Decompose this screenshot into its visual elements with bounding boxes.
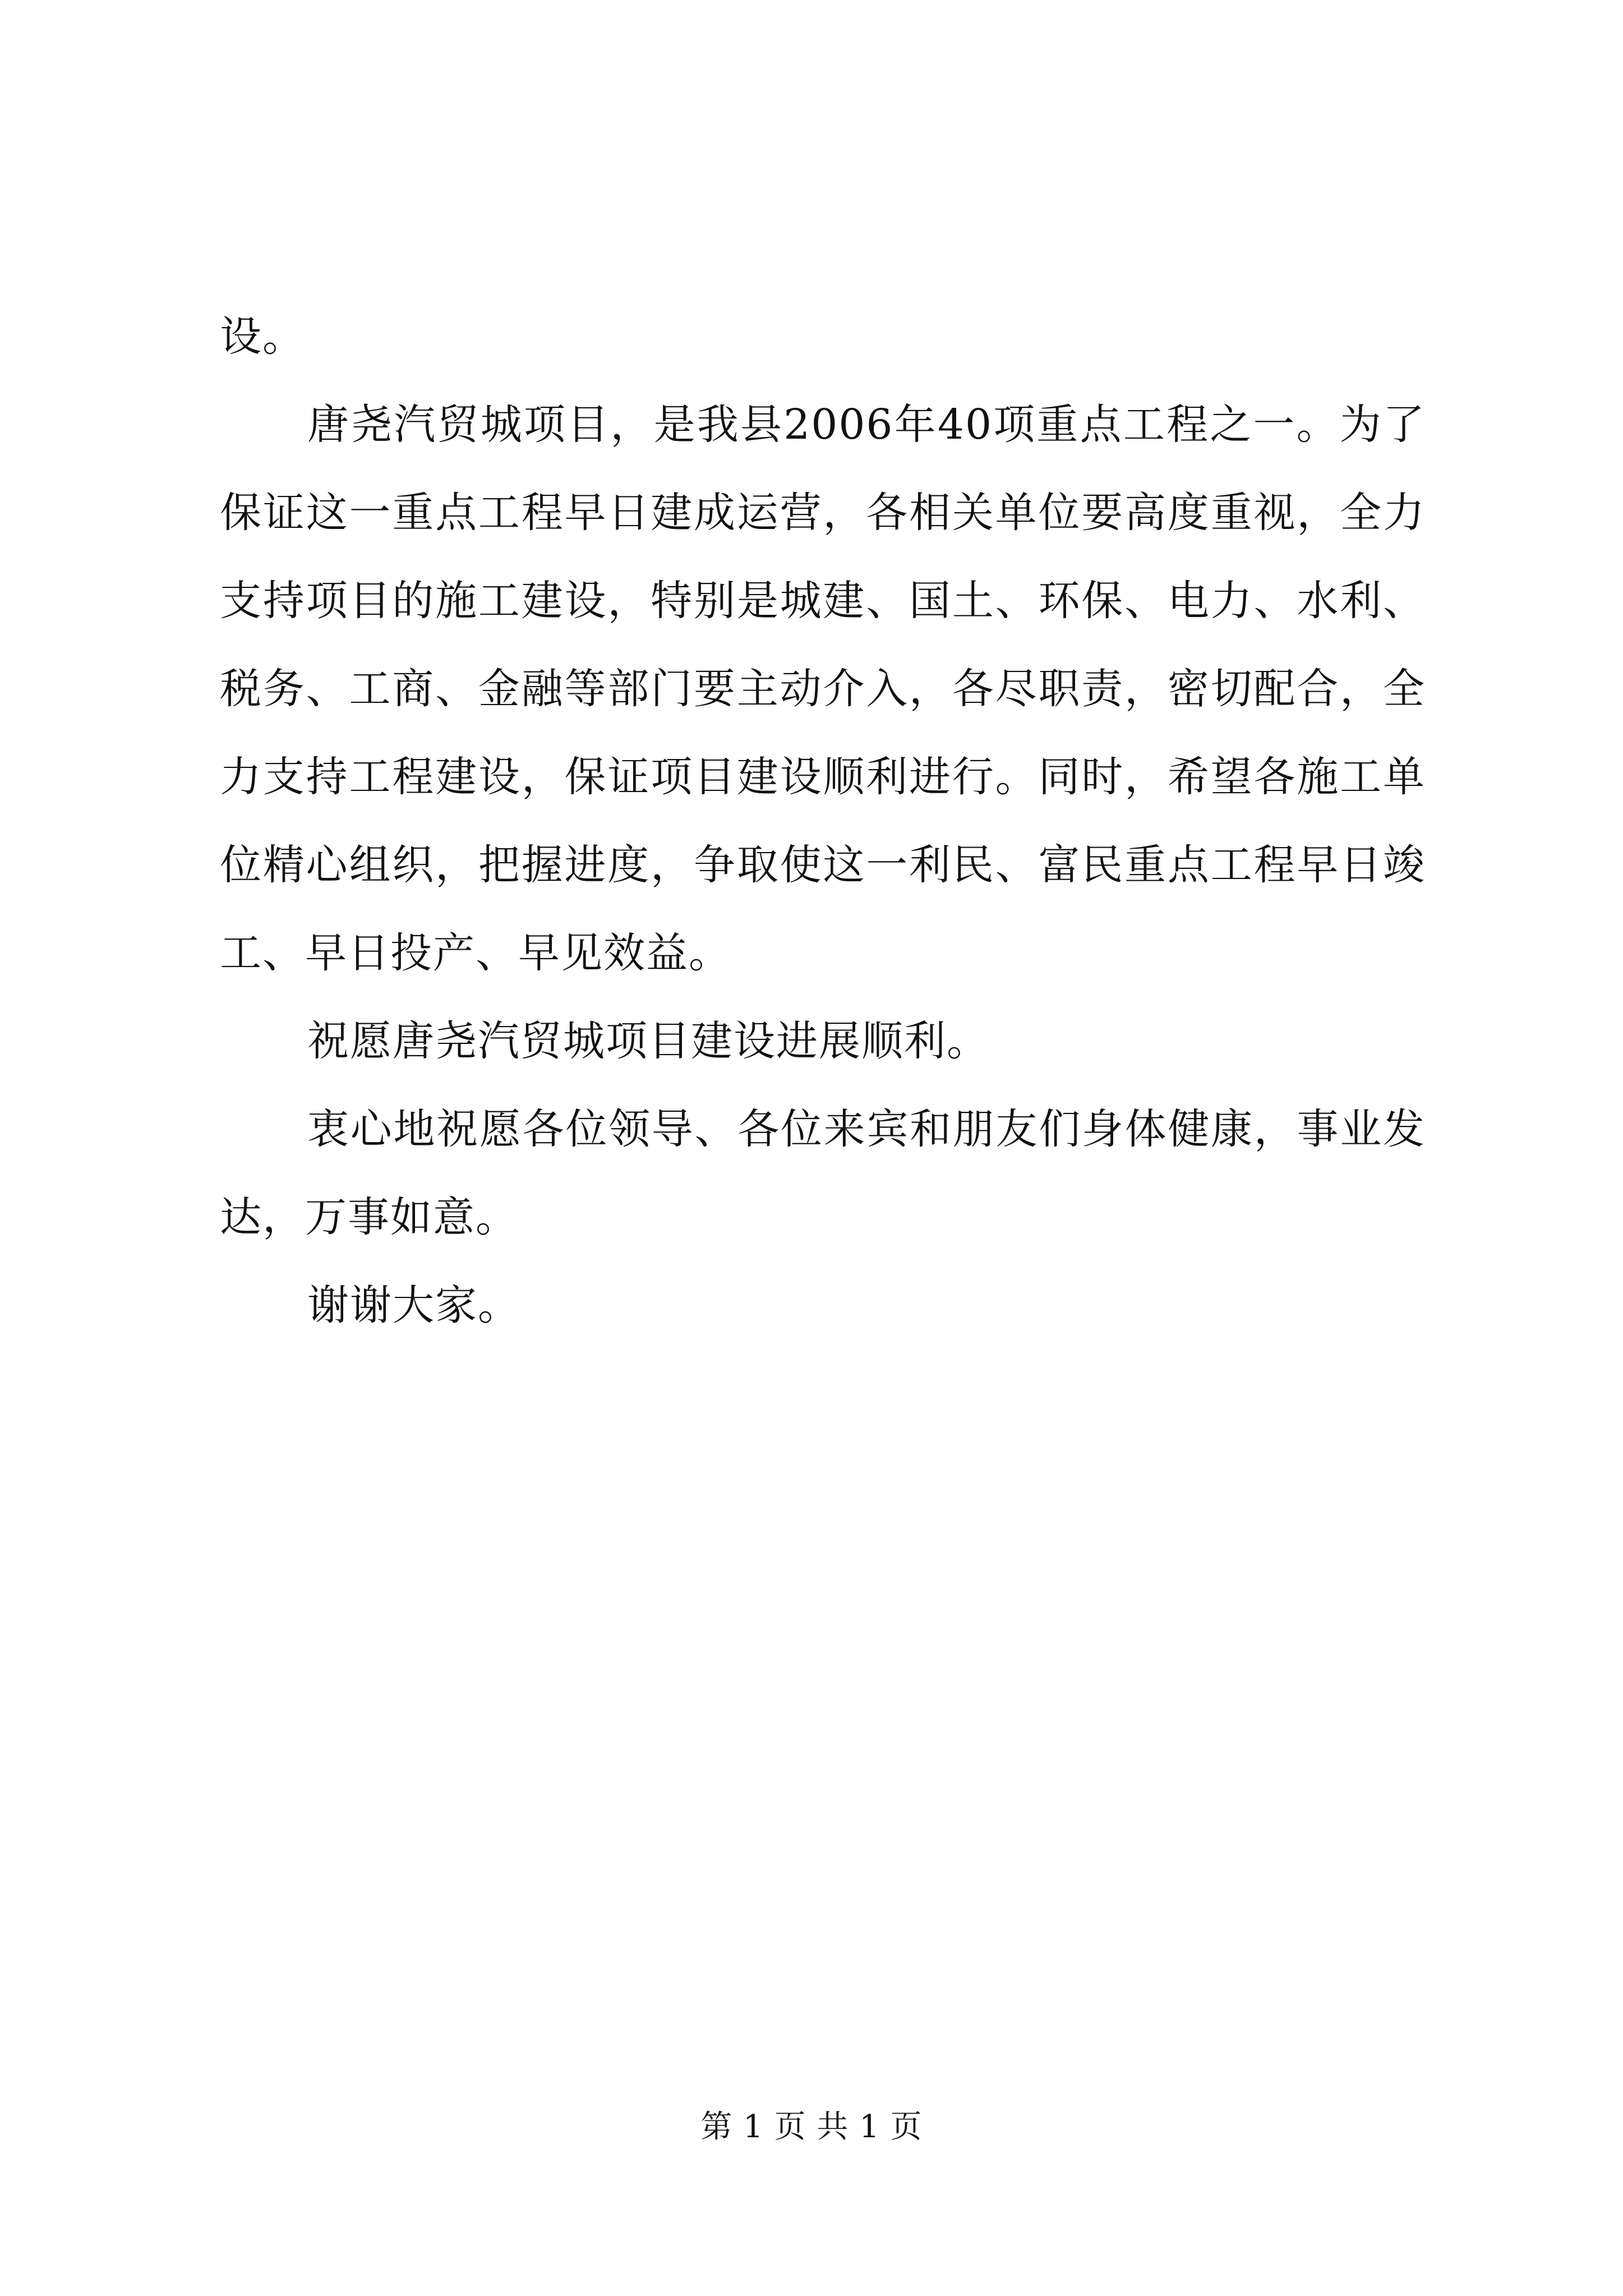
page-footer: 第 1 页 共 1 页 (700, 2109, 923, 2145)
paragraph-thanks: 谢谢大家。 (307, 1281, 520, 1329)
paragraph-wish-guests: 衷心地祝愿各位领导、各位来宾和朋友们身体健康，事业发达，万事如意。 (220, 1105, 1426, 1241)
paragraph-project-intro: 唐尧汽贸城项目，是我县2006年40项重点工程之一。为了保证这一重点工程早日建成运营，各相关单位要高度重视，全力支持项目的施工建设，特别是城建、国土、环保、电力、水利、税务、工商、金融等部门要主动介入，各尽职责，密切配合，全力支持工程建设，保证项目建设顺利进行。同时，希望各施工单位精心组织，把握进度，争取使这一利民、富民重点工程早日竣工、早日投产、早见效益。 (220, 401, 1426, 977)
paragraph-wish-project: 祝愿唐尧汽贸城项目建设进展顺利。 (307, 1017, 989, 1065)
document-body (220, 293, 1426, 1350)
paragraph-continuation: 设。 (220, 312, 305, 361)
